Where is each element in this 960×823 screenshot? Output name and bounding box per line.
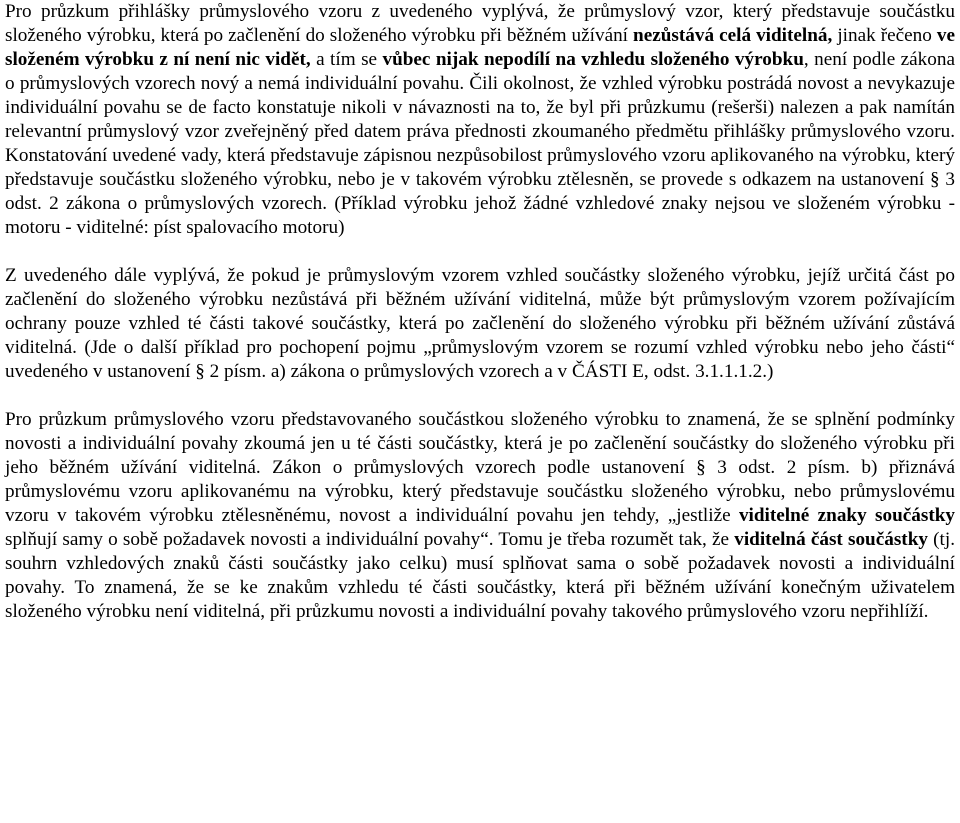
p1-text-1: Pro průzkum přihlášky průmyslového vzoru z uvedeného vyplývá, že průmyslový vzor, který představuje součástku složeného výrobku, která po začlenění do složeného výrobku při běžném užívání [5, 1, 955, 46]
p3-bold-1: viditelné znaky součástky [738, 505, 955, 526]
p1-bold-2: ve složeném výrobku z ní není nic vidět, [5, 25, 955, 70]
p1-text-2: jinak řečeno [832, 25, 937, 46]
p1-text-3: a tím se [310, 49, 383, 70]
p3-text-1: Pro průzkum průmyslového vzoru představovaného součástkou složeného výrobku to znamená, že se splnění podmínky novosti a individuální povahy zkoumá jen u té části součástky, která je po začlenění součástky do složeného výrobku při jeho běžném užívání viditelná. Zákon o průmyslových vzorech podle ustanovení § 3 odst. 2 písm. b) přiznává průmyslovému vzoru aplikovanému na výrobku, který představuje součástku složeného výrobku, nebo průmyslovému vzoru v takovém výrobku ztělesněnému, novost a individuální povahu jen tehdy, „jestliže [5, 409, 955, 526]
p3-text-2: splňují samy o sobě požadavek novosti a individuální povahy“. Tomu je třeba rozumět tak, že [5, 529, 735, 550]
p3-text-3: (tj. souhrn vzhledových znaků části součástky jako celku) musí splňovat sama o sobě požadavek novosti a individuální povahy. To znamená, že se ke znakům vzhledu té části součástky, která při běžném užívání konečným uživatelem složeného výrobku není viditelná, při průzkumu novosti a individuální povahy takového průmyslového vzoru nepřihlíží. [5, 529, 955, 622]
paragraph-spacer-2 [5, 384, 955, 408]
paragraph-3 [5, 408, 955, 624]
p1-bold-3: vůbec nijak nepodílí na vzhledu složeného výrobku [382, 49, 804, 70]
p2-text-1: Z uvedeného dále vyplývá, že pokud je průmyslovým vzorem vzhled součástky složeného výrobku, jejíž určitá část po začlenění do složeného výrobku nezůstává při běžném užívání viditelná, může být průmyslovým vzorem požívajícím ochrany pouze vzhled té části takové součástky, která po začlenění do složeného výrobku při běžném užívání zůstává viditelná. (Jde o další příklad pro pochopení pojmu „průmyslovým vzorem se rozumí vzhled výrobku nebo jeho části“ uvedeného v ustanovení § 2 písm. a) zákona o průmyslových vzorech a v ČÁSTI E, odst. 3.1.1.1.2.) [5, 265, 955, 382]
paragraph-spacer-1 [5, 240, 955, 264]
p1-bold-1: nezůstává celá viditelná, [633, 25, 833, 46]
p3-bold-2: viditelná část součástky [734, 529, 928, 550]
p1-text-4: , není podle zákona o průmyslových vzorech nový a nemá individuální povahu. Čili okolnost, že vzhled výrobku postrádá novost a nevykazuje individuální povahu se de facto konstatuje nikoli v návaznosti na to, že byl při průzkumu (rešerši) nalezen a pak namítán relevantní průmyslový vzor zveřejněný před datem práva přednosti zkoumaného předmětu přihlášky průmyslového vzoru. Konstatování uvedené vady, která představuje zápisnou nezpůsobilost průmyslového vzoru aplikovaného na výrobku, který představuje součástku složeného výrobku, nebo je v takovém výrobku ztělesněn, se provede s odkazem na ustanovení § 3 odst. 2 zákona o průmyslových vzorech. (Příklad výrobku jehož žádné vzhledové znaky nejsou ve složeném výrobku - motoru - viditelné: píst spalovacího motoru) [5, 49, 955, 238]
paragraph-1 [5, 0, 955, 240]
document-body [5, 0, 955, 624]
paragraph-2 [5, 264, 955, 384]
